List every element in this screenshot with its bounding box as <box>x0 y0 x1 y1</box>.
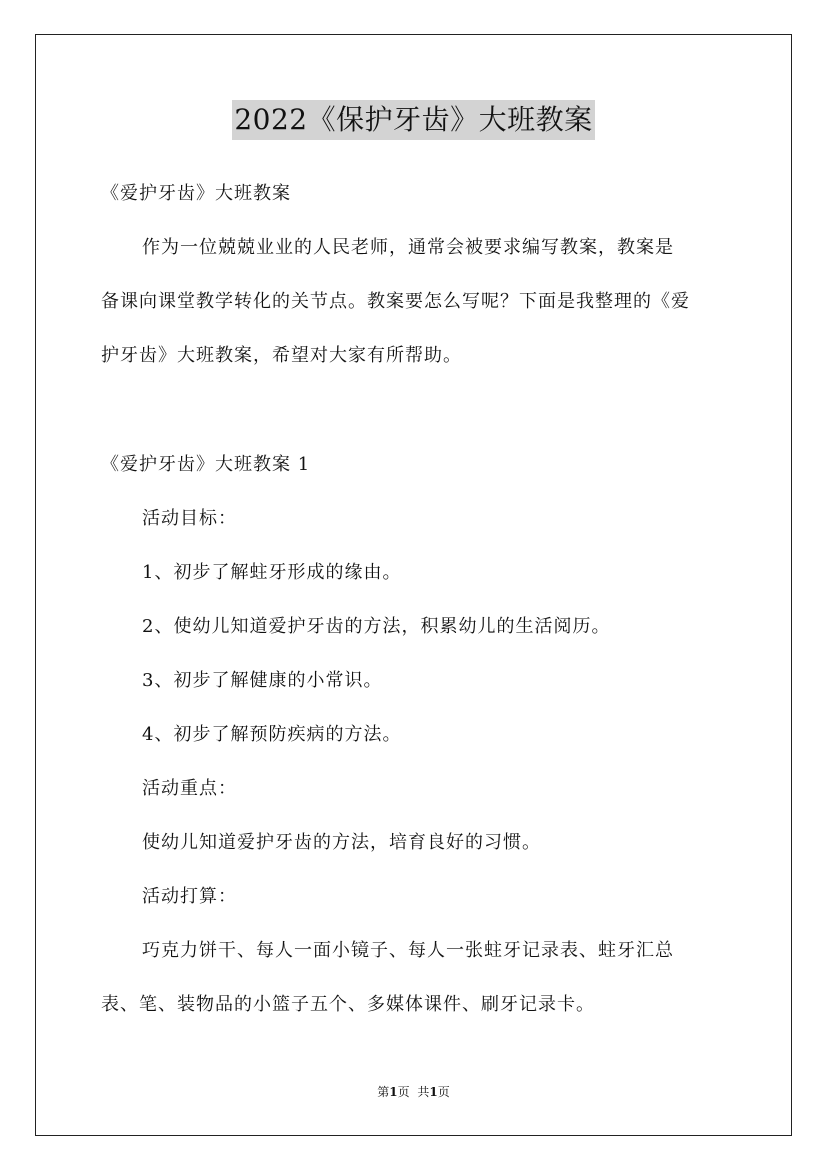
page-footer <box>0 1084 827 1100</box>
title-container <box>0 100 827 140</box>
goals-heading: 活动目标： <box>142 508 237 529</box>
intro-line-2: 备课向课堂教学转化的关节点。教案要怎么写呢？下面是我整理的《爱 <box>101 291 690 312</box>
goal-item-2: 2、使幼儿知道爱护牙齿的方法，积累幼儿的生活阅历。 <box>142 616 611 637</box>
goal-item-4: 4、初步了解预防疾病的方法。 <box>142 724 402 745</box>
focus-heading: 活动重点： <box>142 778 237 799</box>
prep-line-1: 巧克力饼干、每人一面小镜子、每人一张蛀牙记录表、蛀牙汇总 <box>142 940 674 961</box>
subtitle: 《爱护牙齿》大班教案 <box>101 183 291 204</box>
section-heading: 《爱护牙齿》大班教案 1 <box>101 454 311 475</box>
total-prefix: 共 <box>417 1085 430 1099</box>
intro-line-3: 护牙齿》大班教案，希望对大家有所帮助。 <box>101 345 462 366</box>
prep-heading: 活动打算： <box>142 886 237 907</box>
prep-line-2: 表、笔、装物品的小篮子五个、多媒体课件、刷牙记录卡。 <box>101 994 595 1015</box>
page-suffix: 页 <box>397 1085 410 1099</box>
goal-item-3: 3、初步了解健康的小常识。 <box>142 670 383 691</box>
focus-text: 使幼儿知道爱护牙齿的方法，培育良好的习惯。 <box>142 832 541 853</box>
total-suffix: 页 <box>437 1085 450 1099</box>
intro-line-1: 作为一位兢兢业业的人民老师，通常会被要求编写教案，教案是 <box>142 237 674 258</box>
document-title: 2022《保护牙齿》大班教案 <box>232 100 594 140</box>
goal-item-1: 1、初步了解蛀牙形成的缘由。 <box>142 562 402 583</box>
page-number: 1 <box>389 1085 398 1099</box>
total-pages: 1 <box>429 1085 438 1099</box>
page-prefix: 第 <box>377 1085 390 1099</box>
